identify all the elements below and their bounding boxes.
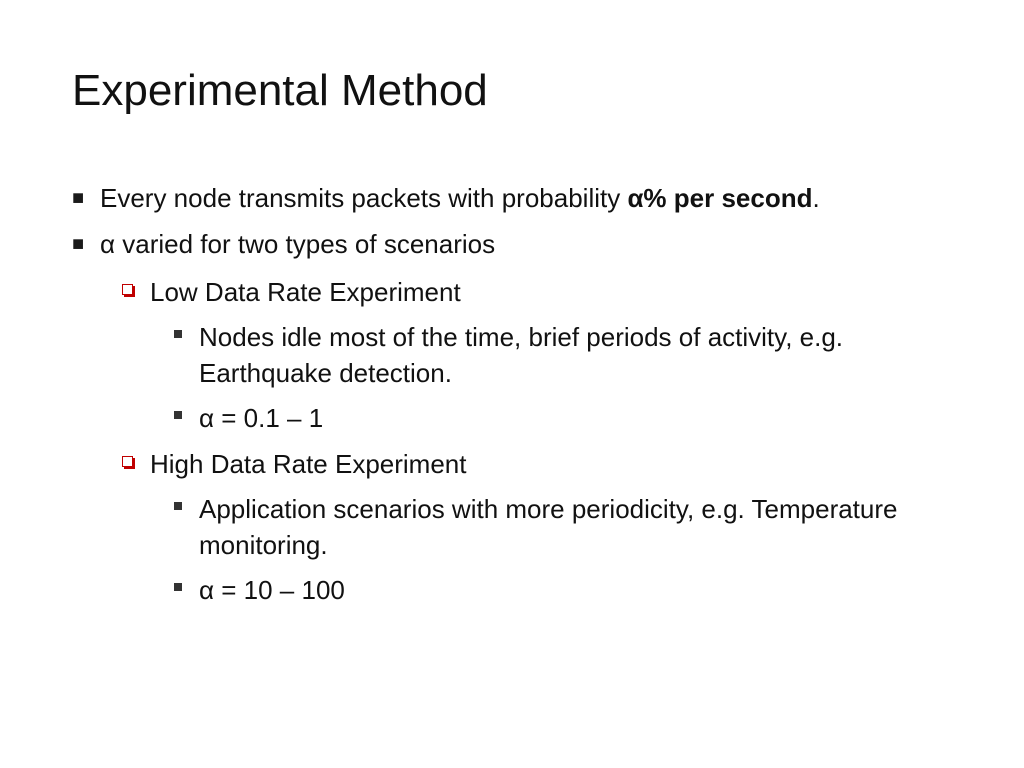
- point-text: Nodes idle most of the time, brief periods of activity, e.g. Earthquake detection.: [199, 322, 844, 388]
- square-bullet-icon: ■: [72, 233, 85, 255]
- bullet-alpha-varied: [72, 226, 1012, 262]
- point-high-alpha: [172, 572, 982, 608]
- small-square-bullet-icon: [174, 411, 182, 419]
- small-square-bullet-icon: [174, 502, 182, 510]
- bullet-transmit-probability: [72, 180, 1012, 216]
- point-text: Application scenarios with more periodicity, e.g. Temperature monitoring.: [199, 494, 898, 560]
- point-text: α = 10 – 100: [199, 575, 345, 605]
- bullet-text: [100, 180, 1012, 216]
- hollow-square-bullet-icon: [122, 284, 133, 295]
- square-bullet-icon: ■: [72, 187, 85, 209]
- sub-bullet-text: Low Data Rate Experiment: [150, 277, 461, 307]
- point-low-idle: [172, 319, 982, 391]
- bullet-text: α varied for two types of scenarios: [100, 229, 496, 259]
- small-square-bullet-icon: [174, 583, 182, 591]
- point-high-application: [172, 491, 982, 563]
- sub-bullet-low-data-rate: [122, 274, 1002, 310]
- sub-bullet-high-data-rate: [122, 446, 1002, 482]
- bullet-text-prefix: Every node transmits packets with probability: [100, 183, 628, 213]
- point-low-alpha: [172, 400, 982, 436]
- hollow-square-bullet-icon: [122, 456, 133, 467]
- bullet-text-suffix: .: [812, 183, 820, 213]
- point-text: α = 0.1 – 1: [199, 403, 324, 433]
- small-square-bullet-icon: [174, 330, 182, 338]
- bullet-text-bold: α% per second: [627, 183, 813, 213]
- sub-bullet-text: High Data Rate Experiment: [150, 449, 467, 479]
- slide-title: Experimental Method: [72, 66, 488, 115]
